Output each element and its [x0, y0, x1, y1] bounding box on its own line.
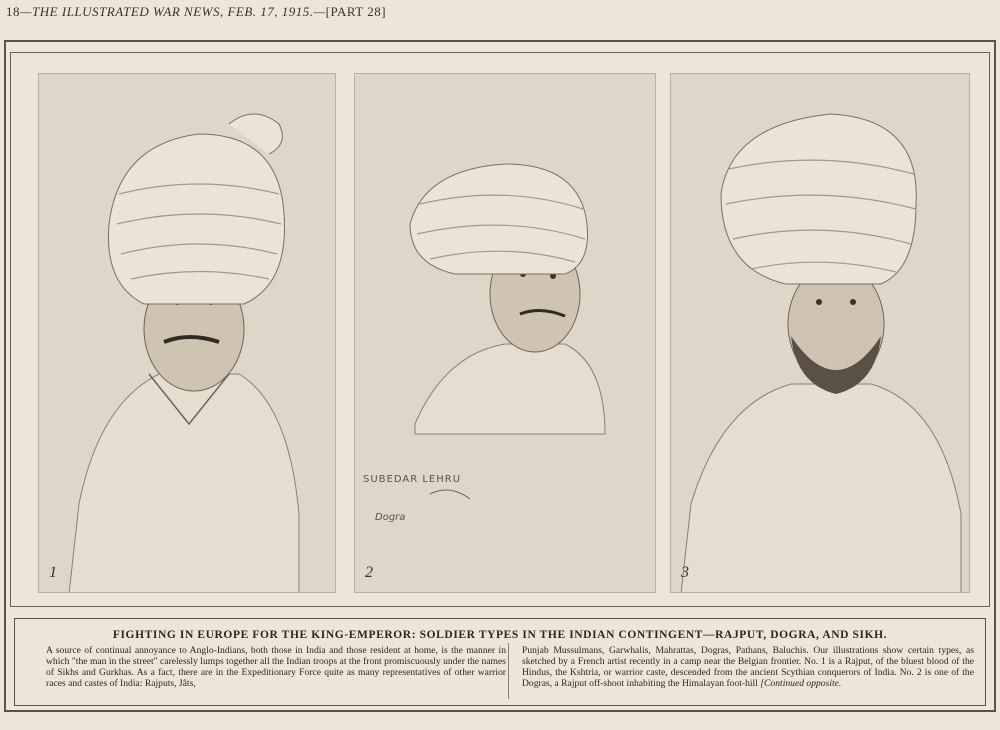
part-label: [PART 28] — [325, 4, 387, 19]
page-number: 18 — [6, 4, 20, 19]
portrait-panel-3 — [670, 73, 970, 593]
sketch-inscription: SUBEDAR LEHRU — [363, 474, 462, 485]
portrait-panel-2 — [354, 73, 656, 593]
page-header — [6, 4, 996, 26]
caption-column-left: A source of continual annoyance to Anglo-Indians, both those in India and those resident at home, is the manner in which "the man in the street" carelessly lumps together all the Indian troops at the front promiscuously under the names of Sikhs and Gurkhas. As a fact, there are in the Expeditionary Force quite as many representatives of other warrior races and castes of India: Rajputs, Jâts, — [46, 645, 506, 689]
caption-title: FIGHTING IN EUROPE FOR THE KING-EMPEROR: SOLDIER TYPES IN THE INDIAN CONTINGENT—RAJPUT, DOGRA, AND SIKH. — [112, 629, 888, 641]
portrait-sketch-rajput — [39, 74, 336, 593]
portrait-panel-1 — [38, 73, 336, 593]
portrait-number: 1 — [49, 564, 57, 581]
column-divider — [508, 643, 509, 699]
publication-title: —THE ILLUSTRATED WAR NEWS, FEB. 17, 1915.— — [20, 4, 326, 19]
sketch-note: Dogra — [375, 512, 406, 523]
portrait-number: 2 — [365, 564, 373, 581]
caption-right-text: Punjab Mussulmans, Garwhalis, Mahrattas, Dogras, Pathans, Baluchis. Our illustrations show certain types, as sketched by a French artist recently in a camp near the Belgian frontier. No. 1 is a Rajput, of the bluest blood of the Hindus, the Kshtria, or warrior caste, descended from the ancient Scythian conquerors of India. No. 2 is one of the Dogras, a Rajput off-shoot inhabiting the Himalayan foot-hill — [522, 645, 974, 689]
continued-note: [Continued opposite. — [760, 678, 842, 689]
caption-column-right — [522, 645, 974, 689]
portrait-sketch-sikh — [671, 74, 970, 593]
portrait-number: 3 — [681, 564, 689, 581]
